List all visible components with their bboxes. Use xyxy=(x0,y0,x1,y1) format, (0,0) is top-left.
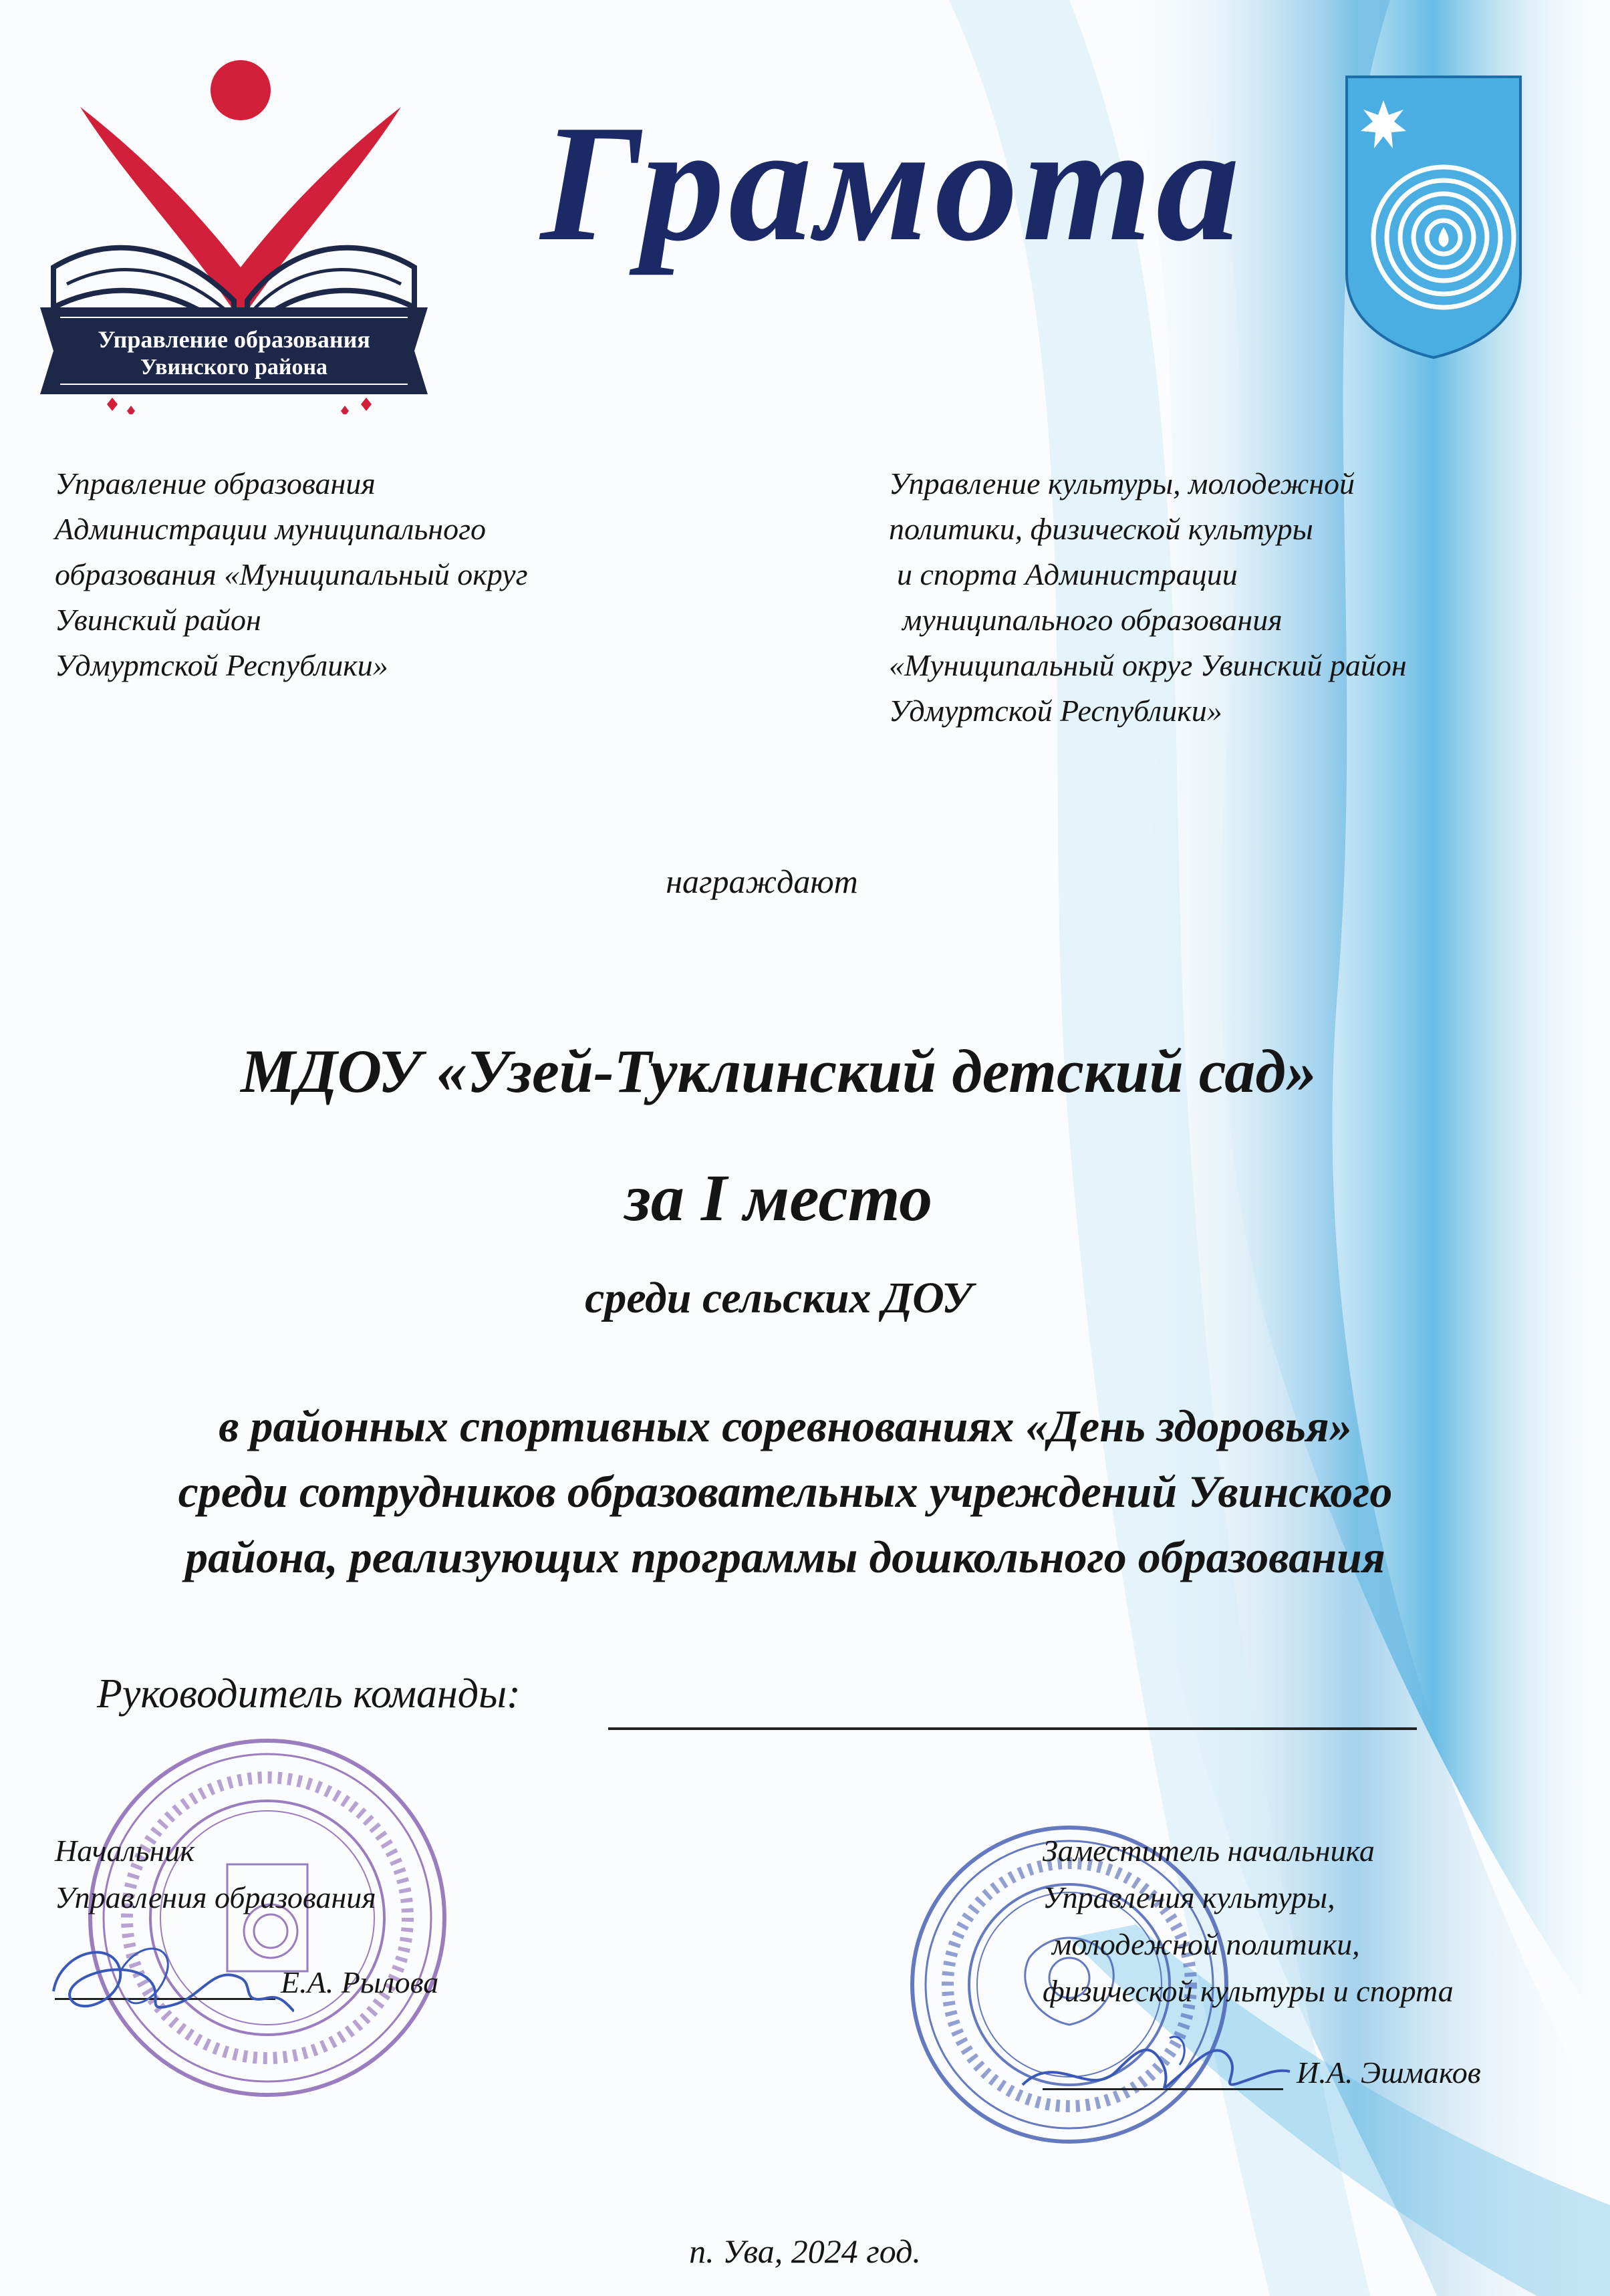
org-right-line: и спорта Администрации xyxy=(897,557,1238,591)
org-right-line: муниципального образования xyxy=(902,603,1283,637)
recipient-name: МДОУ «Узей-Туклинский детский сад» xyxy=(241,1037,1317,1105)
org-left-line: Управление образования xyxy=(55,466,376,500)
org-right-line: Управление культуры, молодежной xyxy=(889,466,1355,500)
organization-right xyxy=(889,461,1591,734)
org-right-line: Удмуртской Республики» xyxy=(889,694,1222,728)
footer-place-date: п. Ува, 2024 год. xyxy=(689,2233,921,2270)
org-left-line: Администрации муниципального xyxy=(55,512,487,546)
page-title: Грамота xyxy=(541,91,1244,276)
team-leader-label: Руководитель команды: xyxy=(97,1671,521,1717)
logo-band-line2: Увинского района xyxy=(140,355,328,380)
signature-right xyxy=(1016,2011,1297,2112)
signatory-right-title-line: Управления культуры, xyxy=(1043,1880,1335,1914)
signatory-left-title-line: Начальник xyxy=(55,1834,194,1868)
org-right-line: политики, физической культуры xyxy=(889,512,1313,546)
education-department-logo xyxy=(40,53,428,414)
signatory-left-name: Е.А. Рылова xyxy=(281,1965,439,1999)
signatory-left-title-line: Управления образования xyxy=(55,1880,376,1914)
org-left-line: Удмуртской Республики» xyxy=(55,648,388,682)
organization-left xyxy=(55,461,790,688)
signatory-right xyxy=(1043,1828,1591,2015)
signatory-right-title-line: физической культуры и спорта xyxy=(1043,1974,1454,2008)
competition-line: в районных спортивных соревнованиях «День здоровья» xyxy=(219,1401,1352,1451)
team-leader-blank-line xyxy=(608,1727,1417,1730)
logo-band-line1: Управление образования xyxy=(98,326,370,353)
signatory-right-name: И.А. Эшмаков xyxy=(1297,2055,1481,2090)
competition-line: среди сотрудников образовательных учреждений Увинского xyxy=(178,1466,1393,1517)
org-right-line: «Муниципальный округ Увинский район xyxy=(889,648,1407,682)
awards-verb: награждают xyxy=(666,863,858,900)
signatory-right-title-line: Заместитель начальника xyxy=(1043,1834,1375,1868)
award-category: среди сельских ДОУ xyxy=(585,1274,972,1322)
signatory-right-title-line: молодежной политики, xyxy=(1052,1927,1360,1961)
award-place: за I место xyxy=(624,1161,933,1235)
org-left-line: Увинский район xyxy=(55,603,261,637)
competition-line: района, реализующих программы дошкольного образования xyxy=(185,1532,1385,1582)
signature-left xyxy=(40,1898,294,2031)
competition-description xyxy=(40,1393,1530,1590)
uva-district-crest xyxy=(1343,74,1524,361)
org-left-line: образования «Муниципальный округ xyxy=(55,557,528,591)
